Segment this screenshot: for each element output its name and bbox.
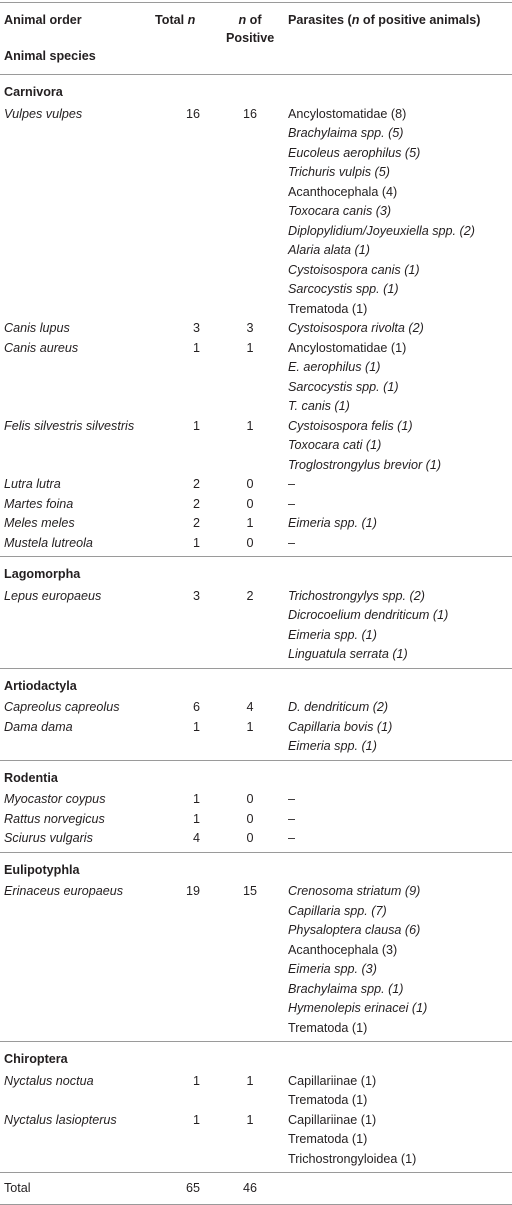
parasite-entry: Trematoda (1) — [288, 1020, 368, 1035]
positive-count: 1 — [246, 719, 254, 734]
parasite-entry: – — [288, 831, 296, 845]
positive-count: 1 — [246, 516, 254, 530]
parasite-entry: Ancylostomatidae (1) — [288, 340, 407, 355]
animal-species-name: Sciurus vulgaris — [4, 831, 93, 845]
animal-species-name: Dama dama — [4, 719, 73, 734]
positive-count: 16 — [242, 106, 257, 121]
animal-species-name: Nyctalus noctua — [4, 1073, 94, 1088]
total-count: 1 — [192, 340, 200, 355]
parasite-entry: Toxocara cati (1) — [288, 438, 382, 452]
header-rule — [0, 74, 512, 75]
positive-count: 0 — [246, 831, 254, 845]
animal-order-label: Rodentia — [4, 770, 58, 785]
total-count: 2 — [192, 496, 200, 511]
table-bottom-rule — [0, 1204, 512, 1205]
total-rule — [0, 1172, 512, 1173]
positive-count: 0 — [246, 811, 254, 826]
parasite-entry: Ancylostomatidae (8) — [288, 106, 407, 121]
parasite-entry: Trichostrongylys spp. (2) — [288, 588, 425, 603]
animal-order-label: Eulipotyphla — [4, 862, 80, 877]
parasite-entry: Trematoda (1) — [288, 1132, 368, 1146]
positive-count: 0 — [246, 496, 254, 511]
parasite-entry: – — [288, 477, 296, 491]
parasite-entry: Physaloptera clausa (6) — [288, 923, 421, 937]
parasite-entry: Dicrocoelium dendriticum (1) — [288, 608, 449, 622]
parasite-entry: Eucoleus aerophilus (5) — [288, 145, 421, 160]
parasite-entry: – — [288, 811, 296, 826]
positive-count: 1 — [246, 1073, 254, 1088]
positive-count: 4 — [246, 700, 254, 714]
total-label: Total — [4, 1181, 31, 1195]
animal-species-name: Rattus norvegicus — [4, 811, 105, 826]
group-divider — [0, 760, 512, 761]
animal-species-name: Vulpes vulpes — [4, 106, 83, 121]
parasite-entry: Acanthocephala (3) — [288, 942, 398, 957]
group-divider — [0, 852, 512, 853]
animal-species-name: Lepus europaeus — [4, 588, 102, 603]
total-count: 1 — [192, 1073, 200, 1088]
positive-count: 0 — [246, 792, 254, 806]
animal-species-name: Canis lupus — [4, 321, 70, 335]
parasite-entry: Cystoisospora rivolta (2) — [288, 321, 424, 335]
parasite-entry: Crenosoma striatum (9) — [288, 884, 421, 898]
total-count: 1 — [192, 792, 200, 806]
positive-count: 1 — [246, 1112, 254, 1127]
animal-species-name: Erinaceus europaeus — [4, 884, 124, 898]
header-n-positive-line1: n of — [238, 13, 262, 27]
total-count: 1 — [192, 719, 200, 734]
parasite-entry: Capillaria spp. (7) — [288, 903, 387, 918]
animal-species-name: Martes foina — [4, 496, 74, 511]
parasite-entry: D. dendriticum (2) — [288, 700, 389, 714]
total-count: 3 — [192, 588, 200, 603]
header-total-n: Total n — [155, 13, 196, 27]
total-count: 1 — [192, 535, 200, 550]
parasite-entry: Brachylaima spp. (1) — [288, 981, 404, 996]
animal-species-name: Canis aureus — [4, 340, 79, 355]
animal-order-label: Carnivora — [4, 85, 63, 99]
positive-count: 15 — [242, 884, 257, 898]
animal-species-name: Nyctalus lasiopterus — [4, 1112, 117, 1127]
parasite-entry: Capillariinae (1) — [288, 1073, 377, 1088]
animal-species-name: Myocastor coypus — [4, 792, 106, 806]
parasite-entry: – — [288, 535, 296, 550]
animal-species-name: Mustela lutreola — [4, 535, 93, 550]
total-count: 16 — [185, 106, 200, 121]
parasite-entry: Trematoda (1) — [288, 301, 368, 316]
parasite-entry: Brachylaima spp. (5) — [288, 126, 404, 140]
group-divider — [0, 1041, 512, 1042]
parasite-entry: Alaria alata (1) — [288, 243, 370, 257]
parasite-entry: – — [288, 496, 296, 511]
parasite-entry: Cystoisospora canis (1) — [288, 262, 420, 277]
animal-species-name: Capreolus capreolus — [4, 700, 120, 714]
grand-total-count: 65 — [185, 1181, 200, 1195]
parasite-entry: Eimeria spp. (3) — [288, 962, 377, 976]
positive-count: 0 — [246, 535, 254, 550]
parasite-entry: Cystoisospora felis (1) — [288, 418, 413, 433]
positive-count: 0 — [246, 477, 254, 491]
parasite-entry: – — [288, 792, 296, 806]
parasite-entry: Acanthocephala (4) — [288, 184, 398, 199]
positive-count: 1 — [246, 418, 254, 433]
parasite-entry: Sarcocystis spp. (1) — [288, 379, 399, 394]
animal-order-label: Lagomorpha — [4, 567, 81, 581]
table-top-rule — [0, 2, 512, 3]
total-count: 4 — [192, 831, 200, 845]
parasite-entry: Trichuris vulpis (5) — [288, 165, 390, 179]
header-animal-species: Animal species — [4, 49, 96, 63]
parasite-entry: Eimeria spp. (1) — [288, 516, 377, 530]
parasite-entry: Eimeria spp. (1) — [288, 627, 377, 642]
parasite-entry: Trichostrongyloidea (1) — [288, 1151, 417, 1166]
positive-count: 2 — [246, 588, 254, 603]
parasite-entry: Diplopylidium/Joyeuxiella spp. (2) — [288, 223, 475, 238]
animal-order-label: Artiodactyla — [4, 678, 77, 693]
parasite-entry: Linguatula serrata (1) — [288, 647, 408, 661]
positive-count: 1 — [246, 340, 254, 355]
parasite-entry: Sarcocystis spp. (1) — [288, 282, 399, 296]
parasite-entry: Eimeria spp. (1) — [288, 739, 377, 753]
parasite-entry: Capillariinae (1) — [288, 1112, 377, 1127]
animal-species-name: Lutra lutra — [4, 477, 61, 491]
header-parasites: Parasites (n of positive animals) — [288, 13, 481, 27]
parasite-entry: Hymenolepis erinacei (1) — [288, 1001, 428, 1015]
total-count: 2 — [192, 477, 200, 491]
total-count: 1 — [192, 418, 200, 433]
total-count: 2 — [192, 516, 200, 530]
group-divider — [0, 556, 512, 557]
group-divider — [0, 668, 512, 669]
total-count: 3 — [192, 321, 200, 335]
total-count: 19 — [185, 884, 200, 898]
parasite-entry: Capillaria bovis (1) — [288, 719, 393, 734]
total-count: 6 — [192, 700, 200, 714]
animal-order-label: Chiroptera — [4, 1052, 68, 1066]
animal-species-name: Meles meles — [4, 516, 75, 530]
header-animal-order: Animal order — [4, 13, 82, 27]
total-count: 1 — [192, 811, 200, 826]
parasite-entry: Troglostrongylus brevior (1) — [288, 457, 442, 472]
parasite-entry: T. canis (1) — [288, 399, 350, 413]
parasite-entry: E. aerophilus (1) — [288, 360, 381, 374]
total-count: 1 — [192, 1112, 200, 1127]
header-n-positive-line2: Positive — [226, 31, 275, 45]
grand-positive-count: 46 — [242, 1181, 257, 1195]
animal-species-name: Felis silvestris silvestris — [4, 418, 135, 433]
positive-count: 3 — [246, 321, 254, 335]
parasite-entry: Trematoda (1) — [288, 1093, 368, 1107]
parasite-entry: Toxocara canis (3) — [288, 204, 392, 218]
